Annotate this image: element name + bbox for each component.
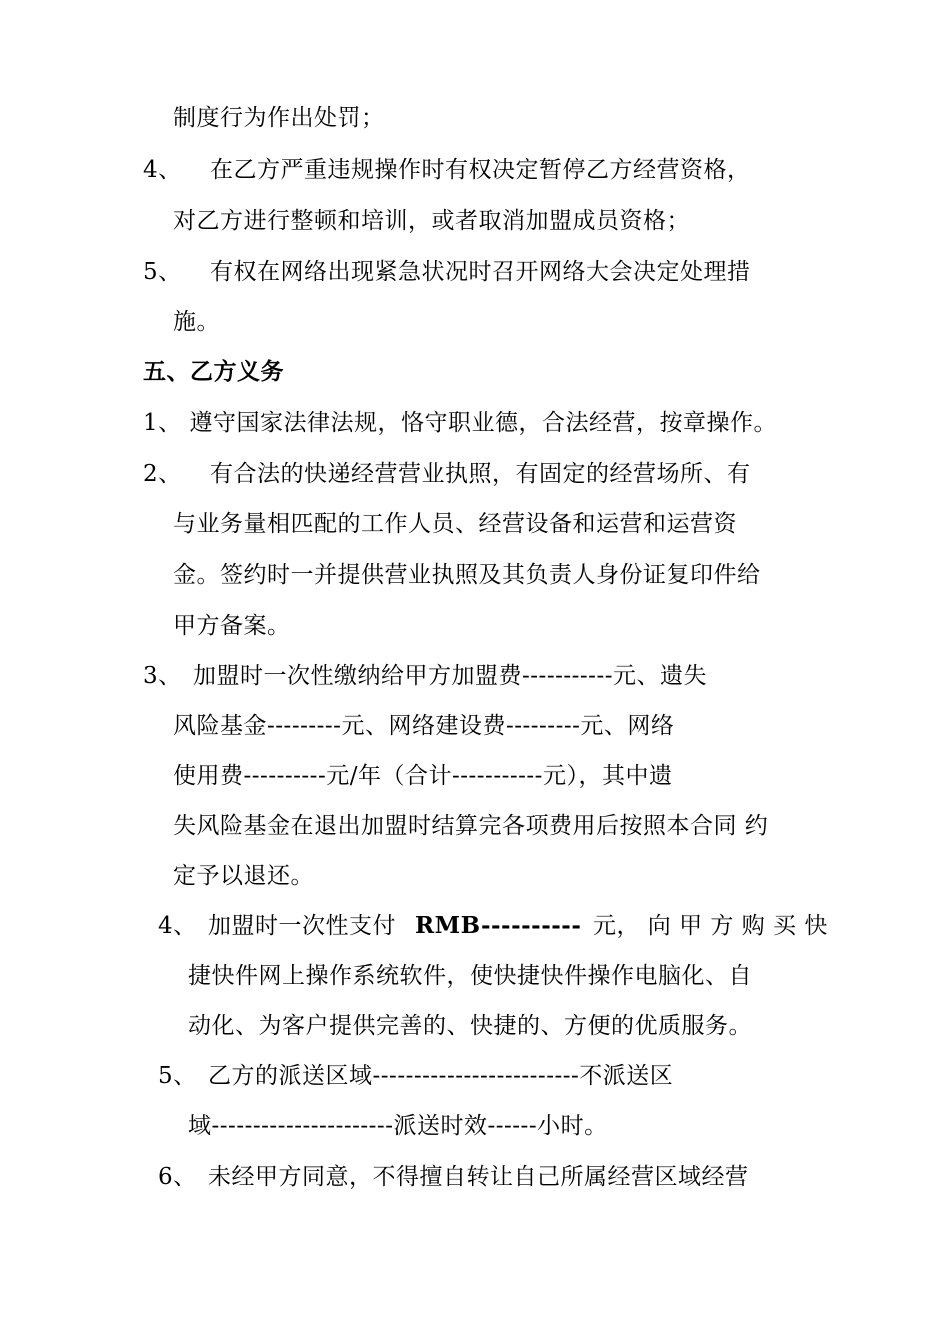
- list-number: 6、: [158, 1164, 197, 1190]
- text-line: 1、 遵守国家法律法规，恪守职业德，合法经营，按章操作。: [143, 410, 777, 436]
- text-line: 使用费----------元/年（合计-----------元），其中遗: [173, 763, 673, 789]
- text-line: 有权在网络出现紧急状况时召开网络大会决定处理措: [210, 259, 751, 285]
- text-line: 未经甲方同意，不得擅自转让自己所属经营区域经营: [208, 1164, 749, 1190]
- text-line: 动化、为客户提供完善的、快捷的、方便的优质服务。: [188, 1013, 752, 1039]
- text-line: 与业务量相匹配的工作人员、经营设备和运营和运营资: [173, 511, 737, 537]
- list-number: 4、: [143, 157, 182, 183]
- text-line: 元， 向 甲 方 购 买 快: [593, 913, 828, 939]
- text-line: 定予以退还。: [173, 863, 314, 889]
- text-line: 失风险基金在退出加盟时结算完各项费用后按照本合同 约: [173, 813, 769, 839]
- text-line: 制度行为作出处罚；: [173, 105, 385, 131]
- list-number: 5、: [158, 1063, 197, 1089]
- text-line: 加盟时一次性支付: [208, 913, 396, 939]
- text-line: 乙方的派送区域-------------------------不派送区: [208, 1063, 674, 1089]
- text-line: 有合法的快递经营营业执照，有固定的经营场所、有: [210, 461, 751, 487]
- text-line: 加盟时一次性缴纳给甲方加盟费-----------元、遗失: [193, 663, 707, 689]
- text-line: 施。: [173, 309, 220, 335]
- text-line: 在乙方严重违规操作时有权决定暂停乙方经营资格，: [210, 157, 751, 183]
- list-number: 2、: [143, 461, 182, 487]
- text-line: 对乙方进行整顿和培训，或者取消加盟成员资格；: [173, 208, 690, 234]
- text-line: 风险基金---------元、网络建设费---------元、网络: [173, 713, 675, 739]
- list-number: 3、: [143, 663, 182, 689]
- section-heading: 五、乙方义务: [143, 358, 284, 385]
- text-line: 域----------------------派送时效------小时。: [188, 1113, 608, 1139]
- text-line: 捷快件网上操作系统软件，使快捷快件操作电脑化、自: [188, 963, 752, 989]
- list-number: 4、: [158, 913, 197, 939]
- text-line: 甲方备案。: [173, 613, 291, 639]
- text-line: 金。签约时一并提供营业执照及其负责人身份证复印件给: [173, 562, 761, 588]
- list-number: 5、: [143, 259, 182, 285]
- amount-field: RMB----------: [415, 912, 582, 939]
